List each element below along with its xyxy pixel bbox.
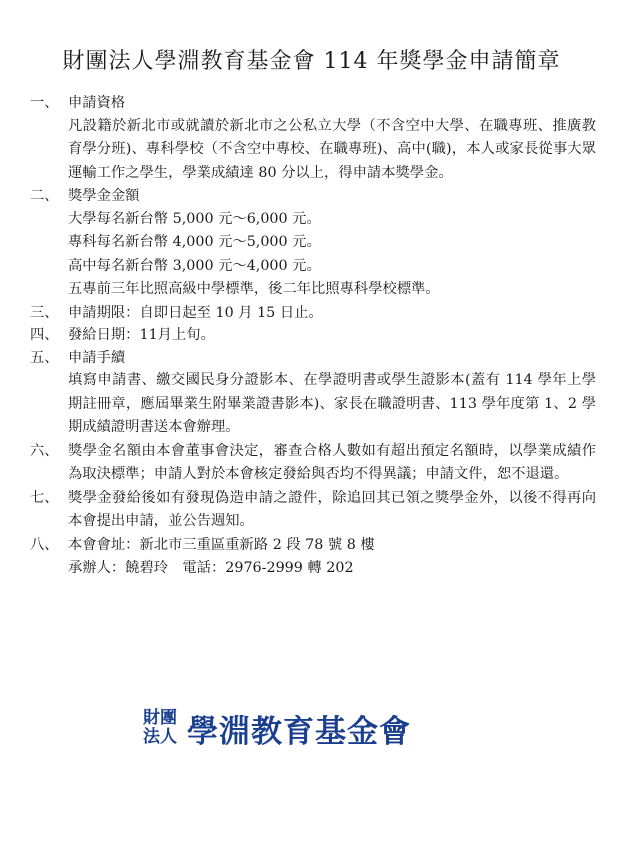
section-number: 一、 xyxy=(30,95,59,111)
logo-small-bottom: 法人 xyxy=(143,727,177,747)
amount-line-college: 專科每名新台幣 4,000 元～5,000 元。 xyxy=(68,234,321,251)
foundation-logo xyxy=(143,700,463,756)
amount-line-five-year: 五專前三年比照高級中學標準，後二年比照專科學校標準。 xyxy=(68,281,440,298)
section-8-header xyxy=(30,534,596,557)
section-6-paragraph: 獎學金名額由本會董事會決定，審查合格人數如有超出預定名額時，以學業成績作為取決標準；申請人對於本會核定發給與否均不得異議；申請文件，恕不退還。 xyxy=(68,442,596,483)
logo-small-top: 財團 xyxy=(143,708,177,728)
section-2-header xyxy=(30,185,596,208)
section-number: 六、 xyxy=(30,442,59,459)
section-heading: 發給日期：11月上旬。 xyxy=(68,327,215,344)
amount-line-university: 大學每名新台幣 5,000 元～6,000 元。 xyxy=(68,210,321,227)
section-4 xyxy=(30,324,596,347)
document-body xyxy=(30,92,596,580)
section-1-header xyxy=(30,92,596,115)
section-heading: 申請資格 xyxy=(68,95,126,111)
section-number: 五、 xyxy=(30,349,59,366)
section-7-paragraph: 獎學金發給後如有發現偽造申請之證件，除追回其已領之獎學金外，以後不得再向本會提出申請，並公告週知。 xyxy=(68,489,596,530)
section-number: 二、 xyxy=(30,188,59,205)
section-number: 八、 xyxy=(30,536,59,553)
section-heading: 申請期限：自即日起至 10 月 15 日止。 xyxy=(68,304,323,321)
section-1-paragraph: 凡設籍於新北市或就讀於新北市之公私立大學（不含空中大學、在職專班、推廣教育學分班)、專科學校（不含空中專校、在職專班)、高中(職)，本人或家長從事大眾運輸工作之學生，學業成績達 80 分以上，得申請本獎學金。 xyxy=(68,117,596,181)
section-heading: 申請手續 xyxy=(68,349,126,366)
section-heading: 獎學金金額 xyxy=(68,188,140,205)
section-5-paragraph: 填寫申請書、繳交國民身分證影本、在學證明書或學生證影本(蓋有 114 學年上學期註冊章，應屆畢業生附畢業證書影本)、家長在職證明書、113 學年度第 1、2 學期成績證明書送本會辦理。 xyxy=(68,372,596,436)
section-7 xyxy=(30,487,596,534)
office-address: 本會會址：新北市三重區重新路 2 段 78 號 8 樓 xyxy=(68,536,375,553)
section-3 xyxy=(30,302,596,325)
section-number: 七、 xyxy=(30,489,59,506)
document-title: 財團法人學淵教育基金會 114 年獎學金申請簡章 xyxy=(62,49,561,74)
amount-line-highschool: 高中每名新台幣 3,000 元～4,000 元。 xyxy=(68,257,321,274)
section-number: 四、 xyxy=(30,327,59,344)
section-5-header xyxy=(30,347,596,370)
section-number: 三、 xyxy=(30,304,59,321)
section-6 xyxy=(30,440,596,487)
logo-name: 學淵教育基金會 xyxy=(187,713,411,750)
logo-small-text xyxy=(143,709,177,747)
contact-line: 承辦人：饒碧玲 電話：2976-2999 轉 202 xyxy=(68,559,354,576)
